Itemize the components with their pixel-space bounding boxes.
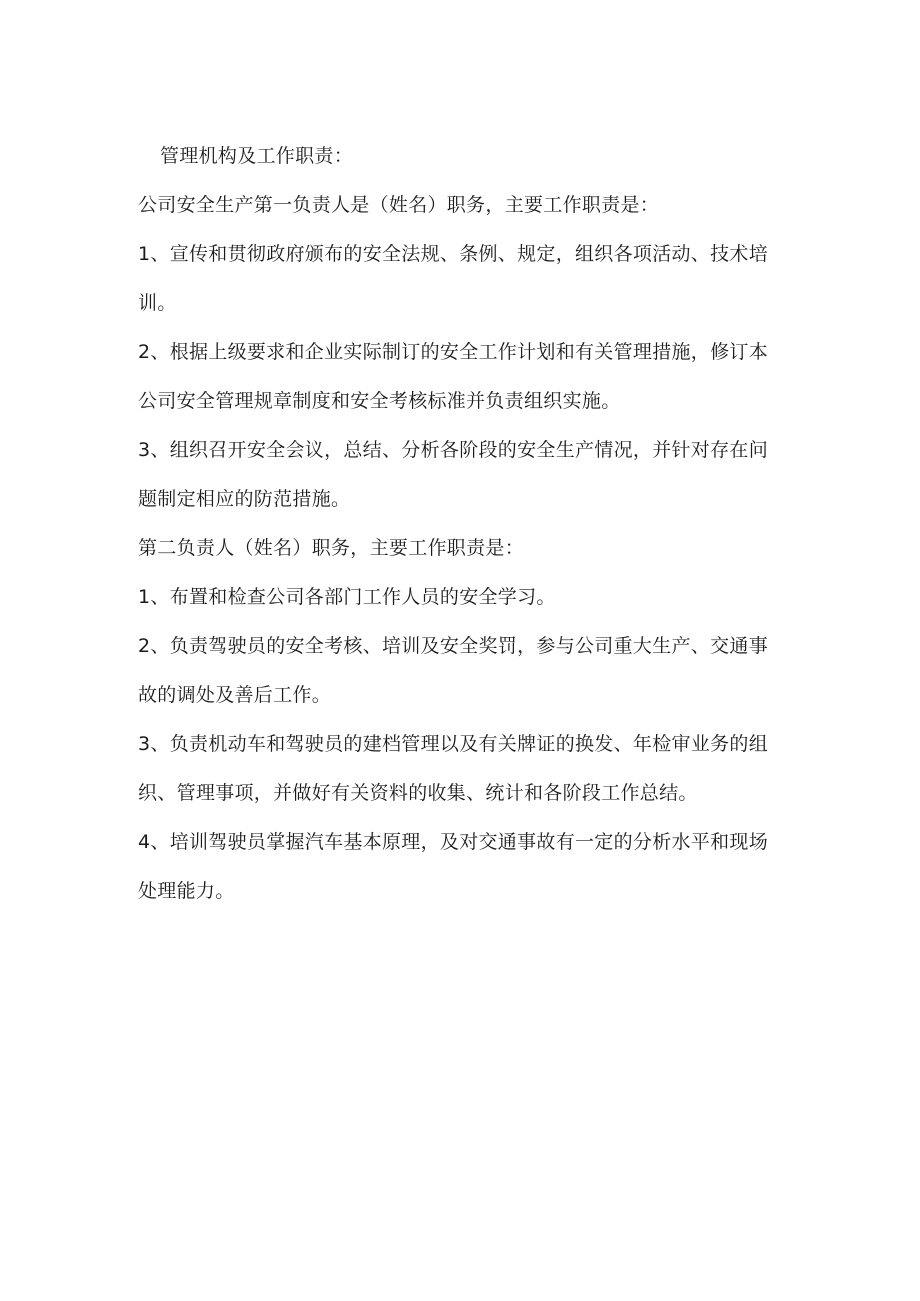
paragraph-line: 4、培训驾驶员掌握汽车基本原理，及对交通事故有一定的分析水平和现场 [138,831,768,853]
first-duty-1 [138,230,788,328]
first-duty-3 [138,426,788,524]
paragraph-line: 处理能力。 [138,880,235,902]
first-duty-2 [138,328,788,426]
second-duty-2 [138,622,788,720]
paragraph-line: 公司安全管理规章制度和安全考核标准并负责组织实施。 [138,390,621,412]
section-heading: 管理机构及工作职责： [160,145,354,167]
paragraph-line: 1、布置和检查公司各部门工作人员的安全学习。 [138,586,556,608]
second-responsible-intro: 第二负责人（姓名）职务，主要工作职责是： [138,537,525,559]
second-duty-3 [138,720,788,818]
document-body [138,132,788,916]
paragraph-line: 3、负责机动车和驾驶员的建档管理以及有关牌证的换发、年检审业务的组 [138,733,768,755]
paragraph-line: 1、宣传和贯彻政府颁布的安全法规、条例、规定，组织各项活动、技术培 [138,243,768,265]
paragraph-line: 3、组织召开安全会议，总结、分析各阶段的安全生产情况，并针对存在问 [138,439,768,461]
paragraph-line: 2、根据上级要求和企业实际制订的安全工作计划和有关管理措施，修订本 [138,341,768,363]
paragraph-line: 2、负责驾驶员的安全考核、培训及安全奖罚，参与公司重大生产、交通事 [138,635,768,657]
first-responsible-intro: 公司安全生产第一负责人是（姓名）职务，主要工作职责是： [138,194,660,216]
second-duty-4 [138,818,788,916]
paragraph-line: 故的调处及善后工作。 [138,684,332,706]
second-duty-1 [138,573,788,622]
paragraph-line: 训。 [138,292,177,314]
paragraph-line: 织、管理事项，并做好有关资料的收集、统计和各阶段工作总结。 [138,782,698,804]
paragraph-line: 题制定相应的防范措施。 [138,488,351,510]
